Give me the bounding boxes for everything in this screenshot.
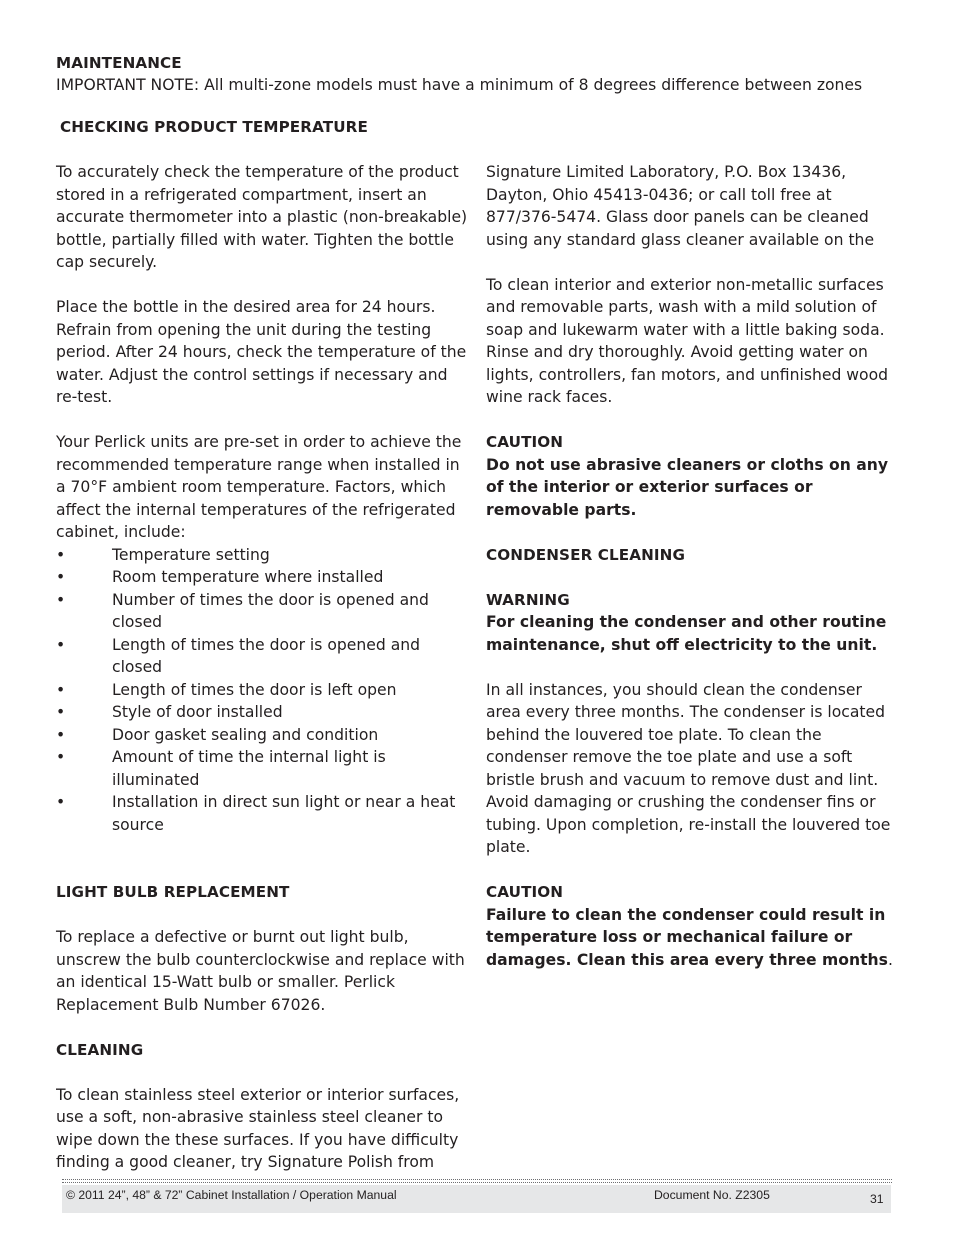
maintenance-heading: MAINTENANCE xyxy=(56,54,182,72)
list-item: • Installation in direct sun light or near a heat source xyxy=(56,793,456,834)
bullet-marker: • xyxy=(56,748,66,766)
list-item: • Amount of time the internal light is illuminated xyxy=(56,748,386,789)
bullet-marker: • xyxy=(56,635,66,654)
left-column xyxy=(56,161,468,1174)
list-item: • Door gasket sealing and condition xyxy=(56,724,468,747)
bullet-marker: • xyxy=(56,703,66,721)
cleaning-paragraph-2: To clean interior and exterior non-metallic surfaces and removable parts, wash with a mild solution of soap and lukewarm water with a little baking soda. Rinse and dry thoroughly. Avoid getting water on lights, controllers, fan motors, and unfinished wood wine rack faces. xyxy=(486,275,889,406)
condenser-caution-paragraph xyxy=(486,904,896,972)
condenser-warning-text: For cleaning the condenser and other routine maintenance, shut off electricity to the unit. xyxy=(486,613,887,654)
list-item: • Length of times the door is opened and closed xyxy=(56,635,421,676)
condenser-caution-period: . xyxy=(887,950,893,969)
temperature-factors-list xyxy=(56,544,468,837)
bullet-marker: • xyxy=(56,545,66,564)
checking-paragraph-1: To accurately check the temperature of the product stored in a refrigerated compartment, insert an accurate thermometer into a plastic (non-breakable) bottle, partially filled with water. Tighten the bottle cap securely. xyxy=(56,163,468,271)
condenser-heading: CONDENSER CLEANING xyxy=(486,545,686,564)
important-note: IMPORTANT NOTE: All multi-zone models must have a minimum of 8 degrees difference between zones xyxy=(56,76,863,94)
light-bulb-paragraph: To replace a defective or burnt out light bulb, unscrew the bulb counterclockwise and replace with an identical 15-Watt bulb or smaller. Perlick Replacement Bulb Number 67026. xyxy=(56,928,465,1014)
cleaning-caution-heading: CAUTION xyxy=(486,433,564,451)
list-item: • Room temperature where installed xyxy=(56,566,468,589)
footer-document-number: Document No. Z2305 xyxy=(654,1188,770,1202)
footer-copyright: © 2011 24”, 48” & 72” Cabinet Installation / Operation Manual xyxy=(66,1188,397,1202)
right-column xyxy=(486,161,896,971)
checking-paragraph-3: Your Perlick units are pre-set in order to achieve the recommended temperature range when installed in a 70°F ambient room temperature. Factors, which affect the internal temperatures of the refrigerated cabinet, include: xyxy=(56,433,462,541)
checking-heading: CHECKING PRODUCT TEMPERATURE xyxy=(60,118,368,136)
condenser-warning-heading: WARNING xyxy=(486,590,570,609)
cleaning-continuation-text: Signature Limited Laboratory, P.O. Box 13436, Dayton, Ohio 45413-0436; or call toll free at 877/376-5474. Glass door panels can be cleaned using any standard glass cleaner available on the xyxy=(486,163,875,249)
light-bulb-heading: LIGHT BULB REPLACEMENT xyxy=(56,883,290,901)
cleaning-caution-text: Do not use abrasive cleaners or cloths on any of the interior or exterior surfaces or removable parts. xyxy=(486,455,889,519)
bullet-marker: • xyxy=(56,793,66,811)
list-item: • Style of door installed xyxy=(56,701,468,724)
footer-divider xyxy=(62,1182,892,1183)
page-number: 31 xyxy=(870,1192,884,1206)
cleaning-heading: CLEANING xyxy=(56,1040,144,1059)
bullet-marker: • xyxy=(56,680,66,699)
condenser-paragraph: In all instances, you should clean the condenser area every three months. The condenser is located behind the louvered toe plate. To clean the condenser remove the toe plate and use a soft bristle brush and vacuum to remove dust and lint. Avoid damaging or crushing the condenser fins or tubing. Upon completion, re-install the louvered toe plate. xyxy=(486,680,891,856)
condenser-caution-text: Failure to clean the condenser could result in temperature loss or mechanical failure or damages. Clean this area every three months xyxy=(486,905,888,969)
list-item: • Length of times the door is left open xyxy=(56,679,468,702)
footer-divider xyxy=(62,1179,892,1180)
bullet-marker: • xyxy=(56,725,66,744)
list-item: • Temperature setting xyxy=(56,544,468,567)
cleaning-paragraph-1-continued xyxy=(486,161,896,251)
bullet-marker: • xyxy=(56,590,66,609)
list-item: • Number of times the door is opened and closed xyxy=(56,590,429,631)
condenser-caution-heading: CAUTION xyxy=(486,883,564,901)
page-footer xyxy=(62,1185,891,1213)
checking-paragraph-2: Place the bottle in the desired area for 24 hours. Refrain from opening the unit during the testing period. After 24 hours, check the temperature of the water. Adjust the control settings if necessary and re-test. xyxy=(56,298,467,406)
bullet-marker: • xyxy=(56,568,66,586)
cleaning-paragraph-1: To clean stainless steel exterior or interior surfaces, use a soft, non-abrasive stainless steel cleaner to wipe down the these surfaces. If you have difficulty finding a good cleaner, try Signature Polish from xyxy=(56,1085,460,1171)
